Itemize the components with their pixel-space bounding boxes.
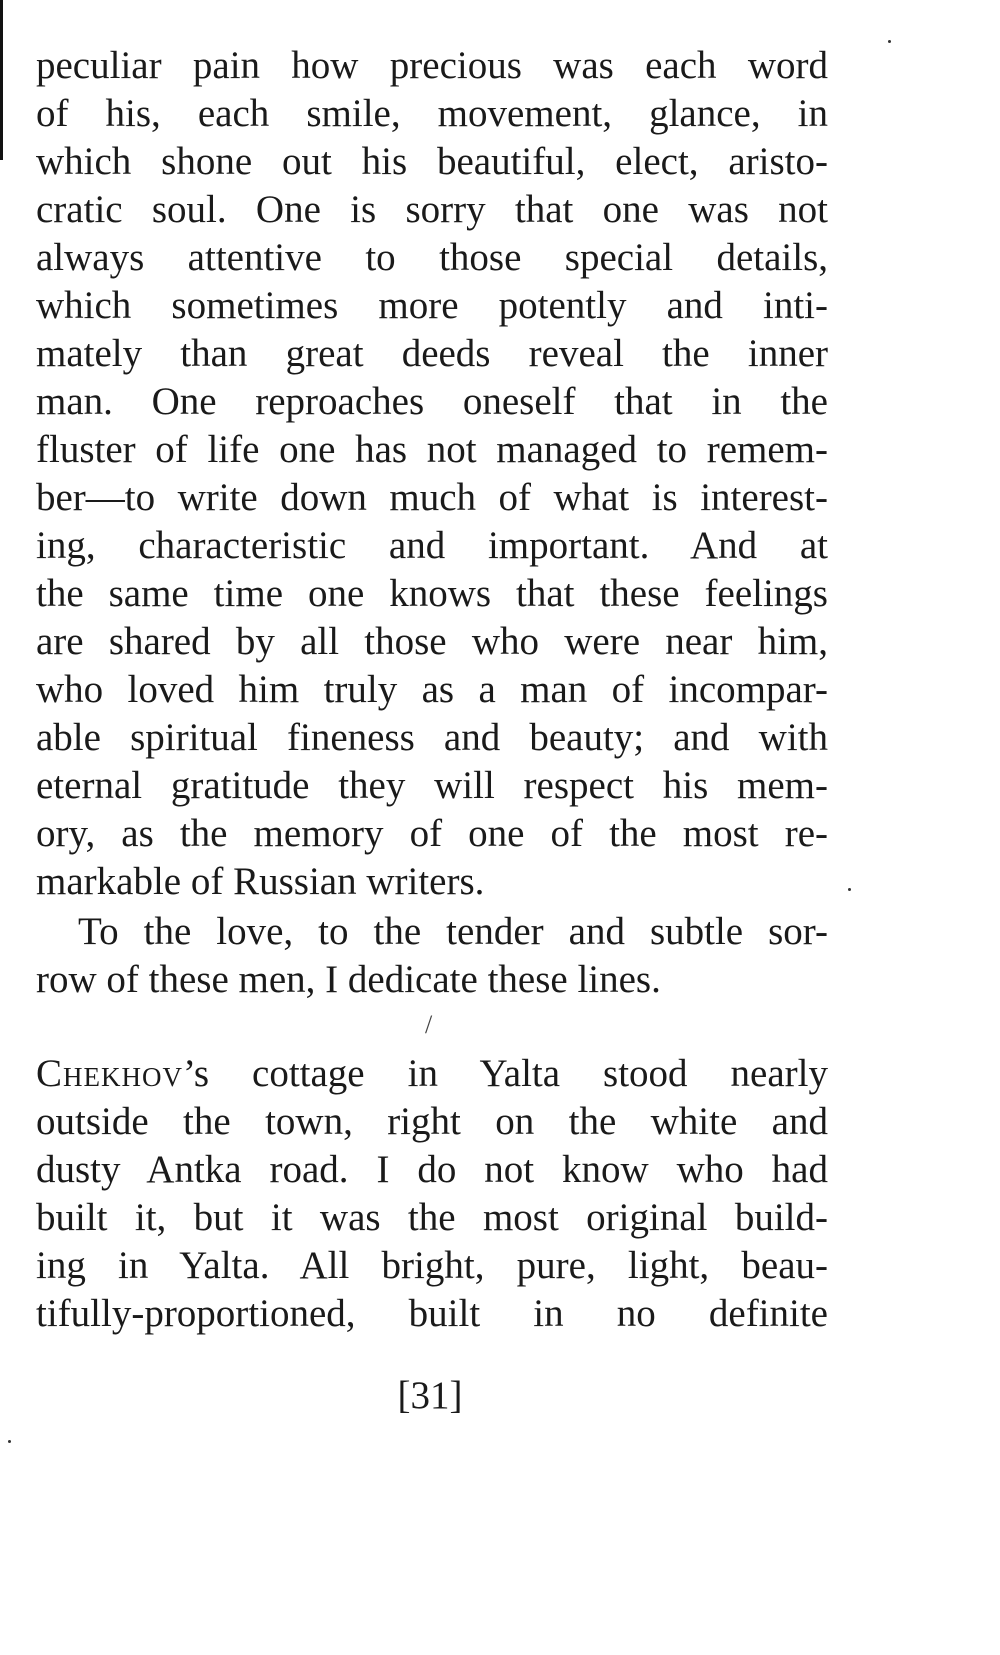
text-line: man. One reproaches oneself that in the	[36, 380, 828, 423]
text-line	[36, 1050, 828, 1098]
text-line: To the love, to the tender and subtle sor-	[78, 910, 828, 953]
text-line: mately than great deeds reveal the inner	[36, 332, 828, 375]
text-line: outside the town, right on the white and	[36, 1100, 828, 1143]
text-line: cratic soul. One is sorry that one was not	[36, 188, 828, 231]
text-line: who loved him truly as a man of incompar-	[36, 668, 828, 711]
text-line: markable of Russian writers.	[36, 860, 485, 903]
text-line: which shone out his beautiful, elect, aristo-	[36, 140, 828, 183]
text-line: ing, characteristic and important. And at	[36, 524, 828, 567]
text-line: the same time one knows that these feelings	[36, 572, 828, 615]
scan-speck	[848, 888, 851, 891]
text-line-rest: ’s cottage in Yalta stood nearly	[183, 1052, 828, 1095]
text-line: ber—to write down much of what is interest-	[36, 476, 828, 519]
text-line: ory, as the memory of one of the most re-	[36, 812, 828, 855]
section-break-mark: /	[425, 1010, 433, 1039]
scan-speck	[888, 40, 891, 43]
scan-speck	[8, 1440, 11, 1443]
text-line: dusty Antka road. I do not know who had	[36, 1148, 828, 1191]
text-line: always attentive to those special details,	[36, 236, 828, 279]
text-line: which sometimes more potently and inti-	[36, 284, 828, 327]
text-line: fluster of life one has not managed to remem-	[36, 428, 828, 471]
text-line: eternal gratitude they will respect his mem-	[36, 764, 828, 807]
page-number: [31]	[397, 1374, 463, 1417]
text-line: able spiritual fineness and beauty; and with	[36, 716, 828, 759]
text-line: peculiar pain how precious was each word	[36, 44, 828, 87]
text-line: tifully-proportioned, built in no definite	[36, 1292, 828, 1335]
lead-word: Chekhov	[36, 1052, 183, 1095]
text-line: ing in Yalta. All bright, pure, light, beau-	[36, 1244, 828, 1287]
text-line: of his, each smile, movement, glance, in	[36, 92, 828, 135]
text-line: are shared by all those who were near him,	[36, 620, 828, 663]
margin-rule	[0, 0, 3, 160]
text-line: built it, but it was the most original build-	[36, 1196, 828, 1239]
text-line: row of these men, I dedicate these lines.	[36, 958, 661, 1001]
